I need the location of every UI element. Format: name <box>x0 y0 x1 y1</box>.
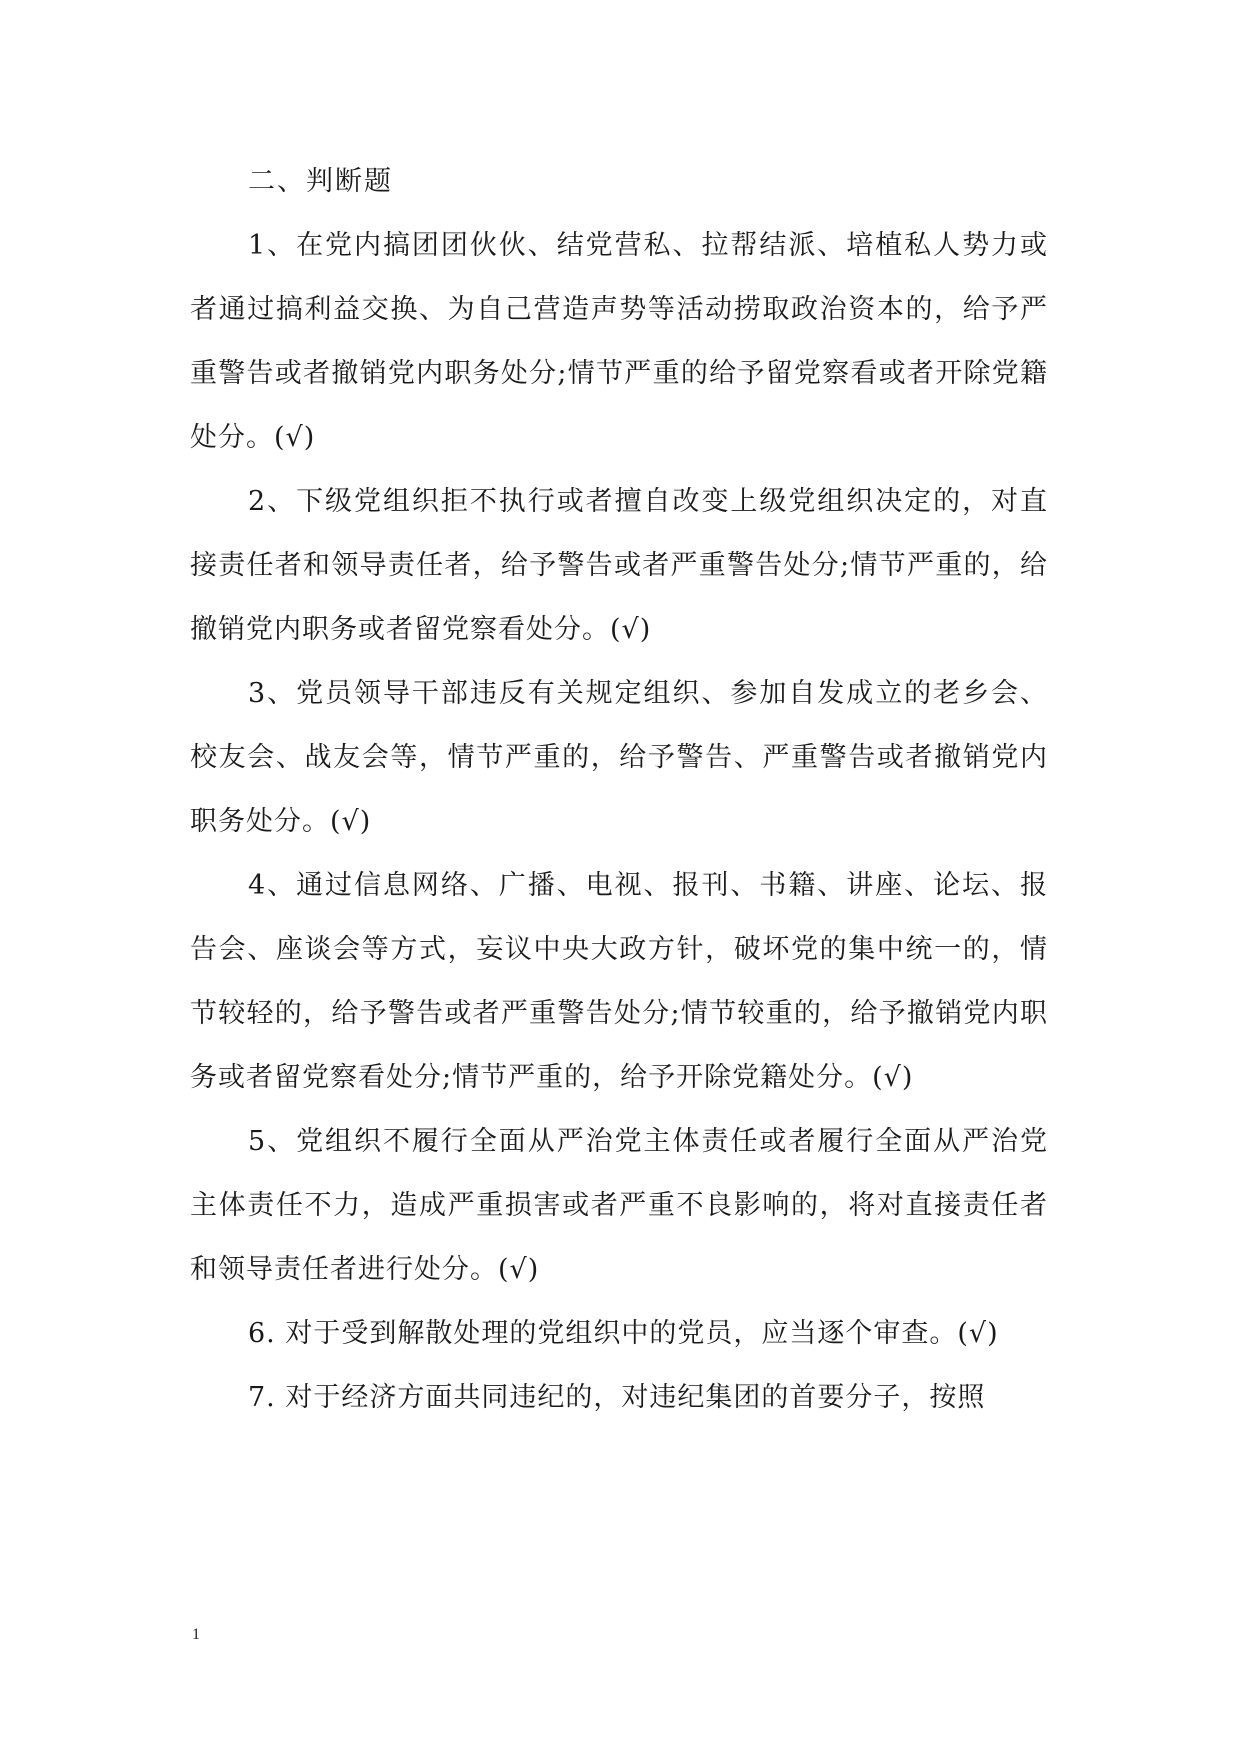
section-title: 二、判断题 <box>248 166 393 197</box>
question-item-6: 6. 对于受到解散处理的党组织中的党员，应当逐个审查。(√) <box>248 1318 999 1349</box>
question-item-5: 5、党组织不履行全面从严治党主体责任或者履行全面从严治党主体责任不力，造成严重损害或者严重不良影响的，将对直接责任者和领导责任者进行处分。(√) <box>190 1126 1048 1285</box>
question-item-1: 1、在党内搞团团伙伙、结党营私、拉帮结派、培植私人势力或者通过搞利益交换、为自己营造声势等活动捞取政治资本的，给予严重警告或者撤销党内职务处分;情节严重的给予留党察看或者开除党籍处分。(√) <box>190 230 1048 453</box>
question-item-3: 3、党员领导干部违反有关规定组织、参加自发成立的老乡会、校友会、战友会等，情节严重的，给予警告、严重警告或者撤销党内职务处分。(√) <box>190 678 1048 837</box>
page-number: 1 <box>192 1626 200 1643</box>
question-item-2: 2、下级党组织拒不执行或者擅自改变上级党组织决定的，对直接责任者和领导责任者，给予警告或者严重警告处分;情节严重的，给撤销党内职务或者留党察看处分。(√) <box>190 486 1048 645</box>
question-item-4: 4、通过信息网络、广播、电视、报刊、书籍、讲座、论坛、报告会、座谈会等方式，妄议中央大政方针，破坏党的集中统一的，情节较轻的，给予警告或者严重警告处分;情节较重的，给予撤销党内职务或者留党察看处分;情节严重的，给予开除党籍处分。(√) <box>190 870 1048 1093</box>
question-item-7: 7. 对于经济方面共同违纪的，对违纪集团的首要分子，按照 <box>248 1382 986 1413</box>
document-body <box>190 150 1048 1430</box>
